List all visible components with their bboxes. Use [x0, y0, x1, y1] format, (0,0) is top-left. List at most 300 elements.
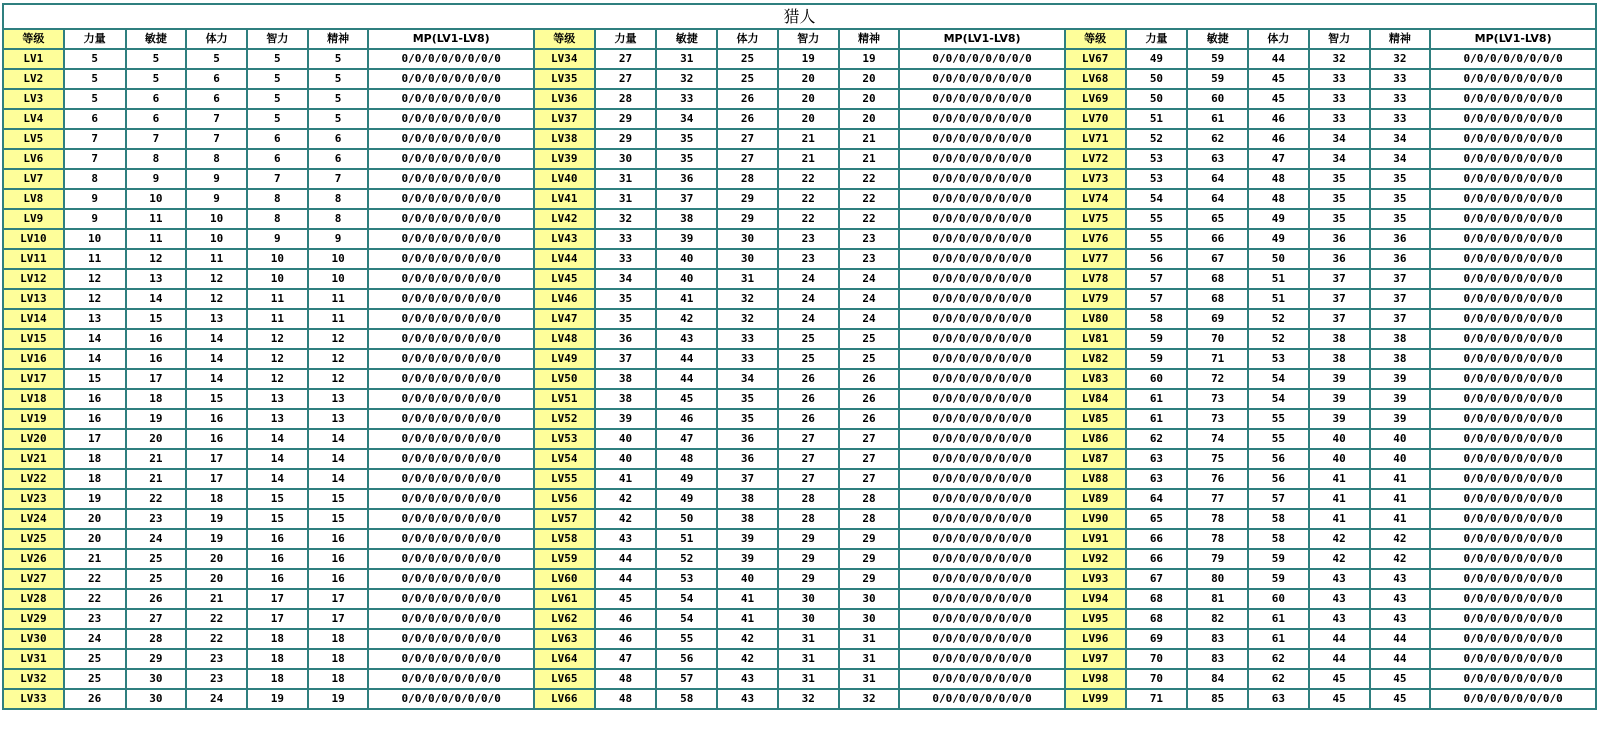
cell-level: LV63: [534, 629, 595, 649]
column-header-stamina: 体力: [1248, 29, 1309, 49]
cell-mp: 0/0/0/0/0/0/0/0: [1430, 569, 1596, 589]
cell-level: LV57: [534, 509, 595, 529]
cell-mp: 0/0/0/0/0/0/0/0: [1430, 649, 1596, 669]
cell-strength: 42: [595, 489, 657, 509]
cell-agility: 21: [126, 449, 187, 469]
cell-strength: 71: [1126, 689, 1188, 709]
cell-mp: 0/0/0/0/0/0/0/0: [1430, 669, 1596, 689]
cell-stamina: 56: [1248, 449, 1309, 469]
cell-strength: 53: [1126, 149, 1188, 169]
cell-agility: 12: [126, 249, 187, 269]
cell-strength: 5: [64, 69, 126, 89]
cell-agility: 25: [126, 569, 187, 589]
cell-stamina: 19: [186, 529, 247, 549]
cell-spirit: 5: [308, 109, 369, 129]
cell-agility: 66: [1187, 229, 1248, 249]
cell-agility: 73: [1187, 409, 1248, 429]
cell-agility: 10: [126, 189, 187, 209]
cell-spirit: 32: [1370, 49, 1431, 69]
cell-spirit: 27: [839, 429, 900, 449]
cell-spirit: 22: [839, 169, 900, 189]
cell-stamina: 9: [186, 169, 247, 189]
cell-mp: 0/0/0/0/0/0/0/0: [1430, 289, 1596, 309]
cell-agility: 11: [126, 229, 187, 249]
column-header-spirit: 精神: [839, 29, 900, 49]
table-row: [3, 349, 1596, 369]
cell-strength: 59: [1126, 329, 1188, 349]
cell-spirit: 41: [1370, 489, 1431, 509]
cell-intellect: 22: [778, 169, 839, 189]
cell-intellect: 28: [778, 489, 839, 509]
cell-spirit: 24: [839, 269, 900, 289]
cell-agility: 57: [656, 669, 717, 689]
cell-agility: 19: [126, 409, 187, 429]
cell-stamina: 29: [717, 209, 778, 229]
cell-agility: 44: [656, 369, 717, 389]
cell-intellect: 41: [1309, 469, 1370, 489]
cell-level: LV35: [534, 69, 595, 89]
cell-level: LV56: [534, 489, 595, 509]
cell-mp: 0/0/0/0/0/0/0/0: [899, 689, 1064, 709]
table-row: [3, 469, 1596, 489]
cell-strength: 26: [64, 689, 126, 709]
cell-intellect: 15: [247, 509, 308, 529]
cell-mp: 0/0/0/0/0/0/0/0: [1430, 589, 1596, 609]
cell-mp: 0/0/0/0/0/0/0/0: [1430, 269, 1596, 289]
cell-mp: 0/0/0/0/0/0/0/0: [368, 309, 533, 329]
cell-strength: 34: [595, 269, 657, 289]
cell-intellect: 35: [1309, 169, 1370, 189]
cell-stamina: 22: [186, 609, 247, 629]
cell-spirit: 17: [308, 609, 369, 629]
cell-stamina: 59: [1248, 549, 1309, 569]
table-row: [3, 169, 1596, 189]
cell-agility: 30: [126, 689, 187, 709]
cell-intellect: 37: [1309, 309, 1370, 329]
cell-agility: 64: [1187, 169, 1248, 189]
cell-mp: 0/0/0/0/0/0/0/0: [368, 609, 533, 629]
cell-intellect: 17: [247, 609, 308, 629]
cell-stamina: 43: [717, 689, 778, 709]
cell-strength: 53: [1126, 169, 1188, 189]
cell-stamina: 60: [1248, 589, 1309, 609]
table-row: [3, 209, 1596, 229]
cell-intellect: 5: [247, 69, 308, 89]
column-header-level: 等级: [534, 29, 595, 49]
cell-mp: 0/0/0/0/0/0/0/0: [368, 689, 533, 709]
cell-mp: 0/0/0/0/0/0/0/0: [1430, 49, 1596, 69]
cell-agility: 51: [656, 529, 717, 549]
cell-stamina: 10: [186, 229, 247, 249]
cell-spirit: 42: [1370, 549, 1431, 569]
cell-mp: 0/0/0/0/0/0/0/0: [368, 189, 533, 209]
cell-stamina: 41: [717, 589, 778, 609]
cell-level: LV4: [3, 109, 64, 129]
cell-agility: 62: [1187, 129, 1248, 149]
cell-stamina: 58: [1248, 529, 1309, 549]
cell-intellect: 41: [1309, 509, 1370, 529]
cell-mp: 0/0/0/0/0/0/0/0: [1430, 349, 1596, 369]
table-row: [3, 389, 1596, 409]
cell-spirit: 34: [1370, 129, 1431, 149]
cell-stamina: 33: [717, 329, 778, 349]
cell-level: LV76: [1065, 229, 1126, 249]
cell-strength: 48: [595, 669, 657, 689]
cell-intellect: 44: [1309, 649, 1370, 669]
cell-agility: 9: [126, 169, 187, 189]
table-row: [3, 269, 1596, 289]
cell-strength: 31: [595, 169, 657, 189]
cell-level: LV94: [1065, 589, 1126, 609]
cell-spirit: 26: [839, 409, 900, 429]
cell-level: LV2: [3, 69, 64, 89]
cell-strength: 38: [595, 369, 657, 389]
cell-agility: 81: [1187, 589, 1248, 609]
cell-strength: 36: [595, 329, 657, 349]
cell-stamina: 36: [717, 449, 778, 469]
cell-intellect: 34: [1309, 129, 1370, 149]
table-row: [3, 649, 1596, 669]
cell-mp: 0/0/0/0/0/0/0/0: [899, 69, 1064, 89]
cell-level: LV14: [3, 309, 64, 329]
cell-level: LV93: [1065, 569, 1126, 589]
cell-strength: 40: [595, 429, 657, 449]
cell-stamina: 21: [186, 589, 247, 609]
cell-spirit: 43: [1370, 569, 1431, 589]
cell-agility: 8: [126, 149, 187, 169]
cell-intellect: 33: [1309, 89, 1370, 109]
cell-intellect: 30: [778, 609, 839, 629]
cell-agility: 67: [1187, 249, 1248, 269]
cell-strength: 25: [64, 649, 126, 669]
cell-mp: 0/0/0/0/0/0/0/0: [1430, 489, 1596, 509]
cell-agility: 79: [1187, 549, 1248, 569]
cell-stamina: 39: [717, 529, 778, 549]
cell-stamina: 61: [1248, 609, 1309, 629]
cell-intellect: 6: [247, 149, 308, 169]
cell-strength: 6: [64, 109, 126, 129]
cell-mp: 0/0/0/0/0/0/0/0: [899, 449, 1064, 469]
cell-level: LV34: [534, 49, 595, 69]
cell-strength: 66: [1126, 549, 1188, 569]
cell-spirit: 36: [1370, 229, 1431, 249]
cell-stamina: 42: [717, 649, 778, 669]
cell-spirit: 41: [1370, 469, 1431, 489]
cell-intellect: 36: [1309, 249, 1370, 269]
cell-strength: 27: [595, 49, 657, 69]
cell-level: LV36: [534, 89, 595, 109]
cell-spirit: 31: [839, 669, 900, 689]
cell-stamina: 26: [717, 89, 778, 109]
cell-stamina: 13: [186, 309, 247, 329]
cell-strength: 18: [64, 469, 126, 489]
cell-strength: 33: [595, 229, 657, 249]
cell-spirit: 11: [308, 309, 369, 329]
cell-agility: 27: [126, 609, 187, 629]
cell-agility: 11: [126, 209, 187, 229]
table-row: [3, 149, 1596, 169]
cell-spirit: 29: [839, 529, 900, 549]
table-row: [3, 449, 1596, 469]
cell-strength: 64: [1126, 489, 1188, 509]
cell-stamina: 44: [1248, 49, 1309, 69]
cell-spirit: 12: [308, 329, 369, 349]
cell-agility: 50: [656, 509, 717, 529]
cell-intellect: 26: [778, 409, 839, 429]
cell-mp: 0/0/0/0/0/0/0/0: [368, 489, 533, 509]
cell-agility: 33: [656, 89, 717, 109]
cell-agility: 63: [1187, 149, 1248, 169]
cell-spirit: 17: [308, 589, 369, 609]
cell-intellect: 27: [778, 469, 839, 489]
cell-stamina: 14: [186, 369, 247, 389]
cell-agility: 43: [656, 329, 717, 349]
table-body: [3, 49, 1596, 709]
cell-level: LV26: [3, 549, 64, 569]
cell-agility: 68: [1187, 289, 1248, 309]
cell-level: LV9: [3, 209, 64, 229]
cell-stamina: 38: [717, 489, 778, 509]
cell-level: LV68: [1065, 69, 1126, 89]
cell-mp: 0/0/0/0/0/0/0/0: [899, 609, 1064, 629]
cell-level: LV48: [534, 329, 595, 349]
cell-intellect: 20: [778, 69, 839, 89]
cell-spirit: 21: [839, 129, 900, 149]
cell-spirit: 24: [839, 289, 900, 309]
cell-spirit: 18: [308, 629, 369, 649]
table-title: 猎人: [3, 4, 1596, 29]
cell-agility: 54: [656, 609, 717, 629]
cell-mp: 0/0/0/0/0/0/0/0: [1430, 109, 1596, 129]
cell-stamina: 7: [186, 129, 247, 149]
cell-stamina: 29: [717, 189, 778, 209]
cell-agility: 22: [126, 489, 187, 509]
cell-intellect: 44: [1309, 629, 1370, 649]
cell-strength: 51: [1126, 109, 1188, 129]
cell-stamina: 59: [1248, 569, 1309, 589]
cell-strength: 19: [64, 489, 126, 509]
cell-mp: 0/0/0/0/0/0/0/0: [1430, 549, 1596, 569]
cell-level: LV45: [534, 269, 595, 289]
cell-level: LV44: [534, 249, 595, 269]
title-row: [3, 4, 1596, 29]
cell-agility: 23: [126, 509, 187, 529]
cell-spirit: 21: [839, 149, 900, 169]
cell-stamina: 58: [1248, 509, 1309, 529]
cell-strength: 63: [1126, 469, 1188, 489]
cell-mp: 0/0/0/0/0/0/0/0: [899, 669, 1064, 689]
cell-stamina: 14: [186, 349, 247, 369]
cell-level: LV49: [534, 349, 595, 369]
cell-mp: 0/0/0/0/0/0/0/0: [368, 269, 533, 289]
cell-agility: 21: [126, 469, 187, 489]
cell-agility: 38: [656, 209, 717, 229]
cell-strength: 61: [1126, 409, 1188, 429]
table-row: [3, 369, 1596, 389]
table-row: [3, 129, 1596, 149]
cell-strength: 35: [595, 309, 657, 329]
cell-intellect: 17: [247, 589, 308, 609]
cell-stamina: 31: [717, 269, 778, 289]
cell-stamina: 55: [1248, 409, 1309, 429]
cell-agility: 73: [1187, 389, 1248, 409]
cell-intellect: 10: [247, 249, 308, 269]
cell-mp: 0/0/0/0/0/0/0/0: [1430, 449, 1596, 469]
cell-agility: 37: [656, 189, 717, 209]
cell-agility: 74: [1187, 429, 1248, 449]
cell-level: LV79: [1065, 289, 1126, 309]
cell-strength: 44: [595, 569, 657, 589]
cell-spirit: 19: [839, 49, 900, 69]
table-row: [3, 249, 1596, 269]
cell-mp: 0/0/0/0/0/0/0/0: [368, 369, 533, 389]
cell-intellect: 33: [1309, 69, 1370, 89]
cell-agility: 32: [656, 69, 717, 89]
cell-intellect: 45: [1309, 689, 1370, 709]
cell-mp: 0/0/0/0/0/0/0/0: [899, 189, 1064, 209]
cell-mp: 0/0/0/0/0/0/0/0: [899, 269, 1064, 289]
cell-mp: 0/0/0/0/0/0/0/0: [899, 429, 1064, 449]
cell-agility: 28: [126, 629, 187, 649]
cell-intellect: 31: [778, 649, 839, 669]
cell-level: LV32: [3, 669, 64, 689]
cell-level: LV23: [3, 489, 64, 509]
cell-spirit: 29: [839, 569, 900, 589]
cell-stamina: 20: [186, 549, 247, 569]
cell-stamina: 25: [717, 49, 778, 69]
cell-spirit: 36: [1370, 249, 1431, 269]
cell-level: LV70: [1065, 109, 1126, 129]
cell-mp: 0/0/0/0/0/0/0/0: [368, 389, 533, 409]
cell-intellect: 16: [247, 569, 308, 589]
cell-level: LV17: [3, 369, 64, 389]
cell-stamina: 27: [717, 149, 778, 169]
cell-level: LV85: [1065, 409, 1126, 429]
cell-mp: 0/0/0/0/0/0/0/0: [1430, 409, 1596, 429]
cell-mp: 0/0/0/0/0/0/0/0: [1430, 389, 1596, 409]
table-row: [3, 549, 1596, 569]
cell-spirit: 45: [1370, 689, 1431, 709]
cell-agility: 54: [656, 589, 717, 609]
cell-mp: 0/0/0/0/0/0/0/0: [1430, 229, 1596, 249]
cell-mp: 0/0/0/0/0/0/0/0: [899, 49, 1064, 69]
cell-stamina: 39: [717, 549, 778, 569]
cell-spirit: 18: [308, 649, 369, 669]
cell-level: LV29: [3, 609, 64, 629]
cell-mp: 0/0/0/0/0/0/0/0: [1430, 329, 1596, 349]
cell-spirit: 37: [1370, 309, 1431, 329]
cell-stamina: 47: [1248, 149, 1309, 169]
table-row: [3, 409, 1596, 429]
cell-stamina: 41: [717, 609, 778, 629]
cell-intellect: 18: [247, 629, 308, 649]
cell-agility: 83: [1187, 629, 1248, 649]
cell-strength: 55: [1126, 209, 1188, 229]
cell-strength: 59: [1126, 349, 1188, 369]
cell-mp: 0/0/0/0/0/0/0/0: [899, 309, 1064, 329]
cell-intellect: 9: [247, 229, 308, 249]
cell-agility: 15: [126, 309, 187, 329]
cell-level: LV59: [534, 549, 595, 569]
cell-mp: 0/0/0/0/0/0/0/0: [1430, 129, 1596, 149]
cell-spirit: 20: [839, 89, 900, 109]
cell-spirit: 14: [308, 429, 369, 449]
cell-stamina: 55: [1248, 429, 1309, 449]
cell-intellect: 16: [247, 549, 308, 569]
table-row: [3, 69, 1596, 89]
cell-agility: 59: [1187, 69, 1248, 89]
cell-strength: 15: [64, 369, 126, 389]
cell-strength: 46: [595, 609, 657, 629]
cell-spirit: 25: [839, 329, 900, 349]
cell-intellect: 42: [1309, 549, 1370, 569]
cell-level: LV55: [534, 469, 595, 489]
cell-level: LV31: [3, 649, 64, 669]
cell-strength: 68: [1126, 589, 1188, 609]
cell-agility: 53: [656, 569, 717, 589]
cell-stamina: 48: [1248, 189, 1309, 209]
cell-agility: 45: [656, 389, 717, 409]
cell-mp: 0/0/0/0/0/0/0/0: [1430, 69, 1596, 89]
cell-spirit: 39: [1370, 369, 1431, 389]
cell-agility: 40: [656, 249, 717, 269]
cell-mp: 0/0/0/0/0/0/0/0: [368, 229, 533, 249]
cell-intellect: 20: [778, 109, 839, 129]
cell-level: LV3: [3, 89, 64, 109]
column-header-intellect: 智力: [1309, 29, 1370, 49]
cell-spirit: 23: [839, 249, 900, 269]
cell-intellect: 13: [247, 409, 308, 429]
cell-intellect: 38: [1309, 329, 1370, 349]
cell-agility: 40: [656, 269, 717, 289]
cell-spirit: 18: [308, 669, 369, 689]
cell-agility: 65: [1187, 209, 1248, 229]
cell-strength: 30: [595, 149, 657, 169]
cell-mp: 0/0/0/0/0/0/0/0: [1430, 529, 1596, 549]
column-header-intellect: 智力: [247, 29, 308, 49]
cell-agility: 72: [1187, 369, 1248, 389]
cell-spirit: 39: [1370, 409, 1431, 429]
cell-level: LV20: [3, 429, 64, 449]
cell-level: LV42: [534, 209, 595, 229]
cell-agility: 30: [126, 669, 187, 689]
cell-level: LV89: [1065, 489, 1126, 509]
cell-spirit: 15: [308, 509, 369, 529]
cell-stamina: 20: [186, 569, 247, 589]
cell-level: LV50: [534, 369, 595, 389]
cell-strength: 22: [64, 589, 126, 609]
cell-spirit: 40: [1370, 429, 1431, 449]
header-row: [3, 29, 1596, 49]
cell-level: LV51: [534, 389, 595, 409]
cell-mp: 0/0/0/0/0/0/0/0: [899, 149, 1064, 169]
cell-intellect: 12: [247, 329, 308, 349]
cell-strength: 20: [64, 529, 126, 549]
cell-spirit: 31: [839, 649, 900, 669]
cell-stamina: 49: [1248, 209, 1309, 229]
cell-level: LV97: [1065, 649, 1126, 669]
cell-level: LV22: [3, 469, 64, 489]
cell-level: LV25: [3, 529, 64, 549]
cell-spirit: 27: [839, 469, 900, 489]
cell-spirit: 37: [1370, 289, 1431, 309]
cell-stamina: 61: [1248, 629, 1309, 649]
cell-level: LV19: [3, 409, 64, 429]
cell-agility: 41: [656, 289, 717, 309]
cell-strength: 17: [64, 429, 126, 449]
cell-spirit: 40: [1370, 449, 1431, 469]
cell-level: LV78: [1065, 269, 1126, 289]
